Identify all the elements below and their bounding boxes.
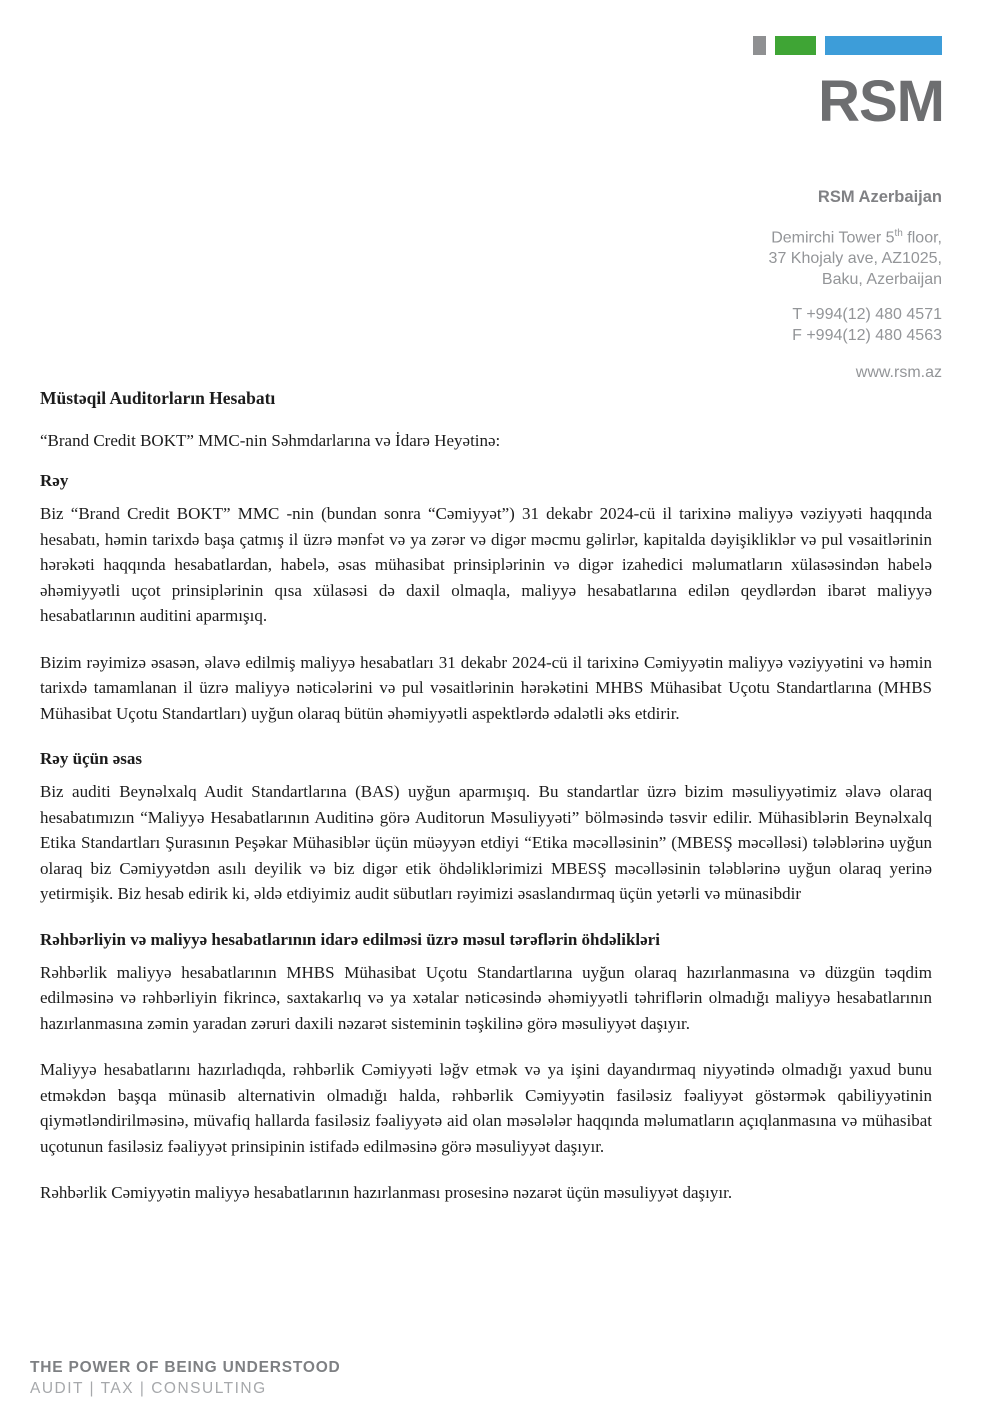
address-line-1-superscript: th: [894, 228, 903, 239]
paragraph-responsibilities-3: Rəhbərlik Cəmiyyətin maliyyə hesabatlarının hazırlanması prosesinə nəzarət üçün məsuliyyət daşıyır.: [40, 1183, 733, 1202]
website-text: www.rsm.az: [855, 364, 942, 382]
rsm-logo: [753, 36, 944, 134]
paragraph-responsibilities-2: Maliyyə hesabatlarını hazırladıqda, rəhbərlik Cəmiyyəti ləğv etmək və ya işini dayandırmaq niyyətində olmadığı yaxud bunu etməkdən başqa münasib alternativin olmadığı halda, rəhbərlik Cəmiyyətin fasiləsiz fəaliyyət göstərmək qabiliyyətinin qiymətləndirilməsinə, müvafiq hallarda fasiləsiz fəaliyyətə aid olan məsələlər haqqında məlumatların açıqlanmasına və mühasibat uçotunun fasiləsiz fəaliyyət prinsipinin istifadə edilməsinə görə məsuliyyət daşıyır.: [40, 1060, 932, 1156]
page-footer: [30, 1359, 341, 1398]
address-line-1: [622, 223, 942, 248]
addressee-line: “Brand Credit BOKT” MMC-nin Səhmdarlarına və İdarə Heyətinə:: [40, 431, 501, 450]
section-heading-opinion: Rəy: [40, 471, 69, 490]
logo-bar-green-icon: [775, 36, 816, 55]
address-line-1-suffix: floor,: [902, 229, 942, 247]
footer-services: AUDIT | TAX | CONSULTING: [30, 1380, 267, 1397]
logo-wordmark: RSM: [818, 69, 944, 134]
report-title: Müstəqil Auditorların Hesabatı: [40, 388, 276, 408]
paragraph-responsibilities-1: Rəhbərlik maliyyə hesabatlarının MHBS Mühasibat Uçotu Standartlarına uyğun olaraq hazırlanmasına və düzgün təqdim edilməsinə və rəhbərliyin fikrincə, saxtakarlıq və ya xətalar nəticəsində əhəmiyyətli təhriflərin olmadığı maliyyə hesabatlarının hazırlanmasına zəmin yaradan zəruri daxili nəzarət sisteminin təşkilinə görə məsuliyyət daşıyır.: [40, 962, 932, 1033]
address-line-1-text: Demirchi Tower 5: [771, 229, 895, 247]
logo-bars: [753, 36, 942, 55]
letterhead: [622, 0, 942, 383]
paragraph-basis-1: Biz auditi Beynəlxalq Audit Standartlarına (BAS) uyğun aparmışıq. Bu standartlar üzrə bizim məsuliyyətimiz əlavə olaraq hesabatımızın “Maliyyə Hesabatlarının Auditinə görə Auditorun Məsuliyyəti” bölməsində təsvir edilir. Mühasiblərin Beynəlxalq Etika Standartları Şurasının Peşəkar Mühasiblər üçün müəyyən etdiyi “Etika məcəlləsinin” (MBESŞ məcəlləsi) tələblərinə uyğun olaraq biz Cəmiyyətdən asılı deyilik və biz digər etik öhdəliklərimizi MBESŞ məcəlləsinin tələblərinə uyğun olaraq yerinə yetirmişik. Biz hesab edirik ki, əldə etdiyimiz audit sübutları rəyimizi əsaslandırmaq üçün yetərli və münasibdir: [40, 782, 932, 903]
footer-tagline: THE POWER OF BEING UNDERSTOOD: [30, 1359, 341, 1376]
address-line-2: 37 Khojaly ave, AZ1025,: [768, 250, 942, 268]
fax-line: F +994(12) 480 4563: [792, 327, 942, 345]
office-name: RSM Azerbaijan: [817, 188, 942, 206]
logo-bar-gray-icon: [753, 36, 766, 55]
logo-bar-blue-icon: [825, 36, 942, 55]
report-body: [40, 388, 932, 1227]
section-heading-basis-for-opinion: Rəy üçün əsas: [40, 749, 143, 768]
address-line-3: Baku, Azerbaijan: [821, 271, 942, 289]
paragraph-opinion-1: Biz “Brand Credit BOKT” MMC -nin (bundan sonra “Cəmiyyət”) 31 dekabr 2024-cü il tarixinə maliyyə vəziyyəti haqqında hesabatı, həmin tarixdə başa çatmış il üzrə mənfət və ya zərər və digər məcmu gəlirlər, kapitalda dəyişikliklər və pul vəsaitlərinin hərəkəti haqqında hesabatlardan, habelə, əsas mühasibat prinsiplərinin və digər izahedici məlumatların xülasəsindən habelə əhəmiyyətli uçot prinsiplərinin qısa xülasəsi də daxil olmaqla, maliyyə hesabatlarına edilən qeydlərdən ibarət maliyyə hesabatlarının auditini aparmışıq.: [40, 504, 932, 625]
phone-line: T +994(12) 480 4571: [792, 306, 942, 324]
contact-block: [622, 187, 942, 383]
section-heading-responsibilities: Rəhbərliyin və maliyyə hesabatlarının idarə edilməsi üzrə məsul tərəflərin öhdəlikləri: [40, 929, 660, 949]
paragraph-opinion-2: Bizim rəyimizə əsasən, əlavə edilmiş maliyyə hesabatları 31 dekabr 2024-cü il tarixinə Cəmiyyətin maliyyə vəziyyətini və həmin tarixdə tamamlanan il üzrə maliyyə nəticələrini və pul vəsaitlərinin hərəkətini MHBS Mühasibat Uçotu Standartlarına (MHBS Mühasibat Uçotu Standartları) uyğun olaraq bütün əhəmiyyətli aspektlərdə ədalətli əks etdirir.: [40, 652, 932, 723]
